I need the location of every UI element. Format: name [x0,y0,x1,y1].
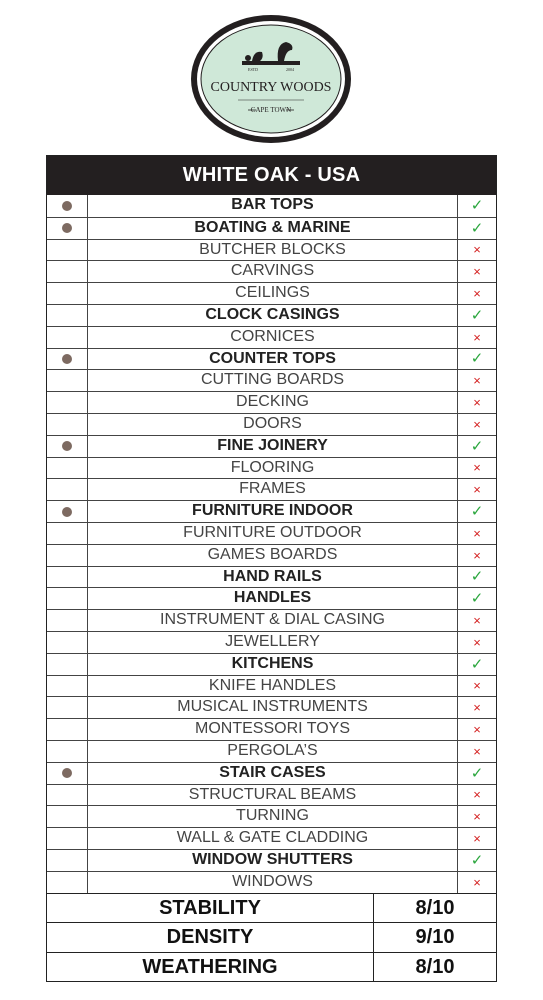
svg-text:ESTD: ESTD [248,67,258,72]
use-name: WALL & GATE CLADDING [88,828,458,849]
use-name: INSTRUMENT & DIAL CASING [88,610,458,631]
table-row [47,609,496,631]
cross-icon: × [473,373,481,389]
table-row [47,784,496,806]
bullet-icon [62,768,72,778]
table-row [47,478,496,500]
dot-cell [47,828,88,849]
table-row [47,217,496,239]
use-name: HAND RAILS [88,567,458,588]
table-row [47,675,496,697]
dot-cell [47,632,88,653]
use-name: FRAMES [88,479,458,500]
cross-icon: × [473,831,481,846]
rating-row [47,922,496,952]
dot-cell [47,327,88,348]
table-row [47,413,496,435]
table-row [47,587,496,609]
check-icon: ✓ [470,764,484,782]
use-name: FURNITURE INDOOR [88,501,458,522]
logo-location: CAPE TOWN [250,106,292,114]
usage-rows [47,195,496,893]
use-name: FURNITURE OUTDOOR [88,523,458,544]
rating-label: WEATHERING [47,953,374,982]
check-icon: ✓ [470,197,484,215]
rating-label: STABILITY [47,894,374,923]
cross-icon: × [473,286,481,302]
rating-row [47,893,496,923]
use-name: WINDOW SHUTTERS [88,850,458,871]
dot-cell [47,436,88,457]
table-row [47,195,496,217]
table-row [47,435,496,457]
table-row [47,544,496,566]
cross-icon: × [473,634,481,650]
bullet-icon [62,201,72,211]
use-name: CUTTING BOARDS [88,370,458,391]
cross-icon: × [473,525,481,541]
table-row [47,239,496,261]
dot-cell [47,588,88,609]
table-row [47,631,496,653]
table-row [47,391,496,413]
table-row [47,740,496,762]
use-name: BOATING & MARINE [88,218,458,239]
dot-cell [47,218,88,239]
rating-value: 8/10 [415,955,455,978]
check-icon: ✓ [470,350,484,368]
use-name: STAIR CASES [88,763,458,784]
country-woods-logo [190,14,352,144]
dot-cell [47,370,88,391]
dot-cell [47,458,88,479]
bullet-icon [62,223,72,233]
use-name: CORNICES [88,327,458,348]
use-name: BUTCHER BLOCKS [88,240,458,261]
dot-cell [47,349,88,370]
use-name: CARVINGS [88,261,458,282]
check-icon: ✓ [470,306,484,324]
bullet-icon [62,507,72,517]
cross-icon: × [473,482,481,498]
cross-icon: × [473,242,481,258]
dot-cell [47,697,88,718]
use-name: FINE JOINERY [88,436,458,457]
dot-cell [47,261,88,282]
dot-cell [47,240,88,261]
cross-icon: × [473,678,481,694]
table-row [47,500,496,522]
dot-cell [47,414,88,435]
cross-icon: × [473,547,481,563]
table-row [47,522,496,544]
check-icon: ✓ [470,219,484,237]
rating-value: 8/10 [415,896,455,919]
rating-label: DENSITY [47,923,374,952]
use-name: GAMES BOARDS [88,545,458,566]
check-icon: ✓ [470,851,484,869]
table-row [47,805,496,827]
table-row [47,369,496,391]
use-name: KNIFE HANDLES [88,676,458,697]
cross-icon: × [473,264,481,280]
cross-icon: × [473,743,481,759]
use-name: CLOCK CASINGS [88,305,458,326]
dot-cell [47,719,88,740]
table-row [47,304,496,326]
wood-usage-table [46,155,497,982]
cross-icon: × [473,460,481,476]
dot-cell [47,567,88,588]
use-name: DECKING [88,392,458,413]
table-row [47,871,496,893]
dot-cell [47,283,88,304]
dot-cell [47,305,88,326]
cross-icon: × [473,809,481,825]
cross-icon: × [473,787,481,803]
use-name: MONTESSORI TOYS [88,719,458,740]
dot-cell [47,872,88,893]
use-name: TURNING [88,806,458,827]
dot-cell [47,610,88,631]
table-row [47,696,496,718]
cross-icon: × [473,700,481,716]
table-row [47,566,496,588]
check-icon: ✓ [470,437,484,455]
table-row [47,653,496,675]
use-name: STRUCTURAL BEAMS [88,785,458,806]
cross-icon: × [473,416,481,432]
use-name: JEWELLERY [88,632,458,653]
rating-value: 9/10 [415,926,455,948]
dot-cell [47,392,88,413]
dot-cell [47,479,88,500]
dot-cell [47,654,88,675]
use-name: FLOORING [88,458,458,479]
svg-text:2004: 2004 [286,67,294,72]
dot-cell [47,806,88,827]
dot-cell [47,501,88,522]
table-row [47,260,496,282]
use-name: COUNTER TOPS [88,349,458,370]
check-icon: ✓ [470,568,484,586]
use-name: BAR TOPS [88,195,458,217]
dot-cell [47,545,88,566]
dot-cell [47,785,88,806]
check-icon: ✓ [470,590,484,608]
dot-cell [47,741,88,762]
use-name: MUSICAL INSTRUMENTS [88,697,458,718]
use-name: HANDLES [88,588,458,609]
table-row [47,762,496,784]
cross-icon: × [473,329,481,345]
dot-cell [47,850,88,871]
table-row [47,827,496,849]
table-row [47,326,496,348]
cross-icon: × [473,613,481,629]
logo-badge-icon [190,14,352,144]
use-name: KITCHENS [88,654,458,675]
check-icon: ✓ [470,503,484,521]
ratings-section [47,893,496,982]
table-row [47,849,496,871]
dot-cell [47,676,88,697]
table-row [47,457,496,479]
bullet-icon [62,354,72,364]
use-name: DOORS [88,414,458,435]
cross-icon: × [473,874,481,890]
cross-icon: × [473,395,481,411]
logo-brand-name: COUNTRY WOODS [210,80,332,95]
table-title: WHITE OAK - USA [47,156,496,195]
table-row [47,282,496,304]
use-name: CEILINGS [88,283,458,304]
check-icon: ✓ [470,655,484,673]
use-name: WINDOWS [88,872,458,893]
dot-cell [47,763,88,784]
dot-cell [47,195,88,217]
table-row [47,348,496,370]
table-row [47,718,496,740]
bullet-icon [62,441,72,451]
rating-row [47,952,496,982]
use-name: PERGOLA’S [88,741,458,762]
dot-cell [47,523,88,544]
cross-icon: × [473,722,481,738]
